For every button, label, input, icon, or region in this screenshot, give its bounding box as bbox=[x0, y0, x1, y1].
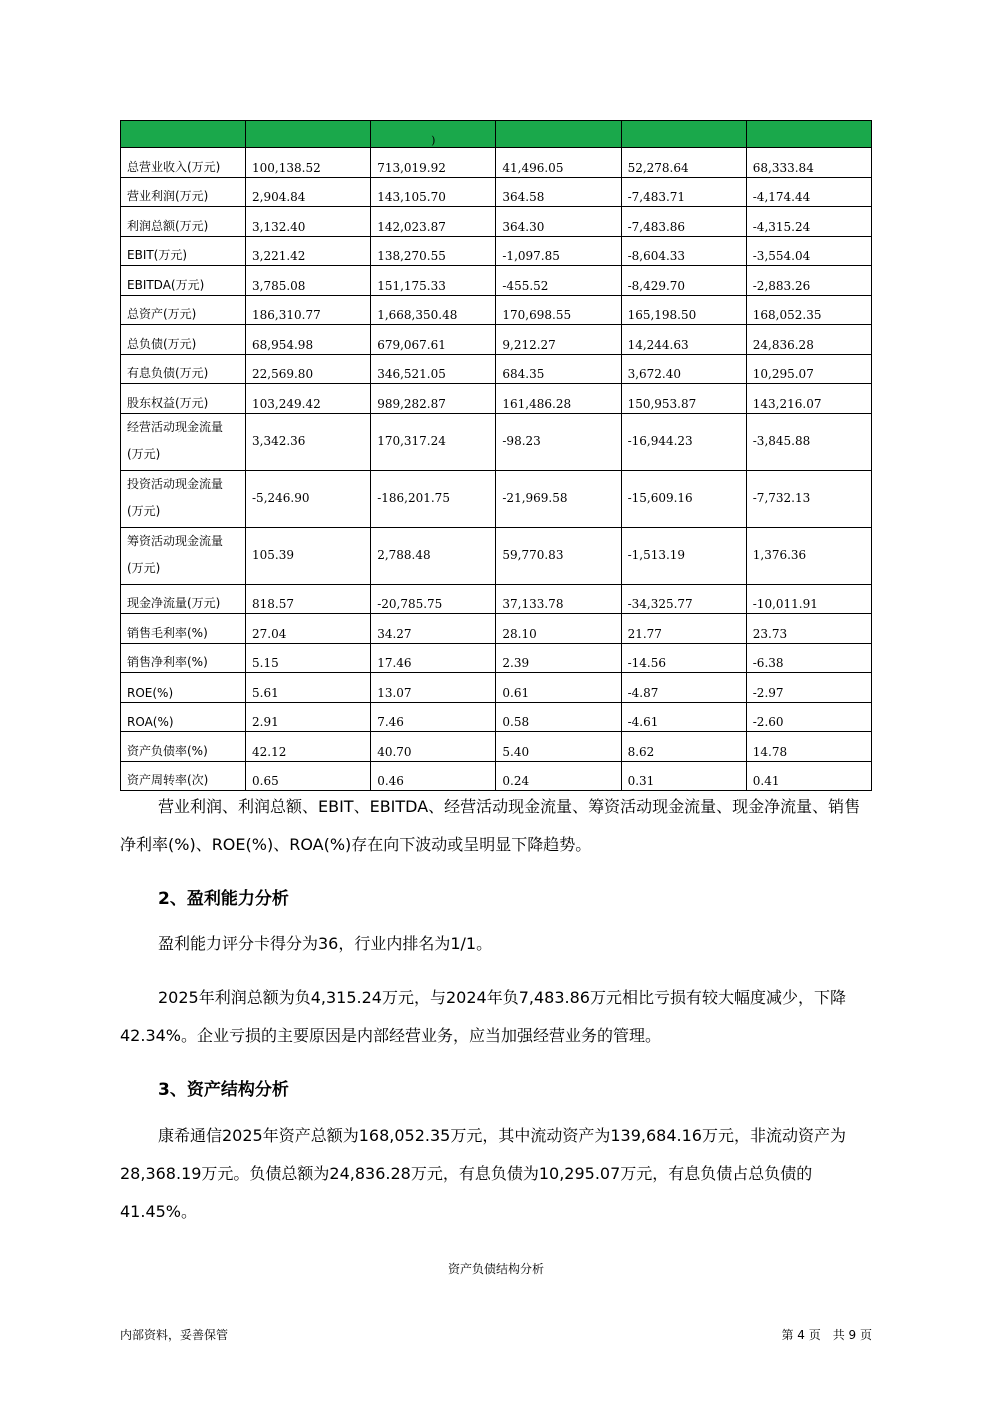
table-cell: 24,836.28 bbox=[746, 325, 871, 355]
table-row bbox=[121, 177, 872, 207]
table-cell: 105.39 bbox=[246, 527, 371, 584]
table-cell: 28.10 bbox=[496, 614, 621, 644]
table-cell: 684.35 bbox=[496, 354, 621, 384]
footer-page-number: 第 4 页 共 9 页 bbox=[781, 1328, 872, 1342]
table-row bbox=[121, 761, 872, 791]
table-cell: -4,315.24 bbox=[746, 207, 871, 237]
table-cell: 17.46 bbox=[371, 643, 496, 673]
table-cell: 818.57 bbox=[246, 584, 371, 614]
table-cell: 14.78 bbox=[746, 732, 871, 762]
table-header-row bbox=[121, 121, 872, 148]
table-cell: -8,604.33 bbox=[621, 236, 746, 266]
table-row bbox=[121, 148, 872, 178]
table-cell: 346,521.05 bbox=[371, 354, 496, 384]
table-row bbox=[121, 266, 872, 296]
row-label: 销售净利率(%) bbox=[121, 643, 246, 673]
table-cell: -7,483.71 bbox=[621, 177, 746, 207]
table-cell: 0.31 bbox=[621, 761, 746, 791]
table-cell: 679,067.61 bbox=[371, 325, 496, 355]
row-label: 有息负债(万元) bbox=[121, 354, 246, 384]
table-cell: -2,883.26 bbox=[746, 266, 871, 296]
table-row bbox=[121, 527, 872, 584]
table-cell: 0.61 bbox=[496, 673, 621, 703]
table-cell: 3,342.36 bbox=[246, 413, 371, 470]
table-cell: 23.73 bbox=[746, 614, 871, 644]
table-cell: -34,325.77 bbox=[621, 584, 746, 614]
table-cell: -7,483.86 bbox=[621, 207, 746, 237]
table-cell: 2.91 bbox=[246, 702, 371, 732]
table-cell: 2,904.84 bbox=[246, 177, 371, 207]
table-cell: 364.58 bbox=[496, 177, 621, 207]
table-cell: -14.56 bbox=[621, 643, 746, 673]
table-row bbox=[121, 584, 872, 614]
table-row bbox=[121, 207, 872, 237]
table-cell: 13.07 bbox=[371, 673, 496, 703]
table-cell: 0.46 bbox=[371, 761, 496, 791]
table-cell: 0.24 bbox=[496, 761, 621, 791]
table-row bbox=[121, 413, 872, 470]
table-cell: -16,944.23 bbox=[621, 413, 746, 470]
table-cell: -7,732.13 bbox=[746, 470, 871, 527]
table-cell: 142,023.87 bbox=[371, 207, 496, 237]
row-label: 总资产(万元) bbox=[121, 295, 246, 325]
table-cell: 170,698.55 bbox=[496, 295, 621, 325]
table-cell: 3,672.40 bbox=[621, 354, 746, 384]
table-cell: -186,201.75 bbox=[371, 470, 496, 527]
row-label: 现金净流量(万元) bbox=[121, 584, 246, 614]
table-cell: 713,019.92 bbox=[371, 148, 496, 178]
table-cell: 27.04 bbox=[246, 614, 371, 644]
table-cell: 170,317.24 bbox=[371, 413, 496, 470]
table-cell: -20,785.75 bbox=[371, 584, 496, 614]
header-cell: ) bbox=[371, 121, 496, 148]
financial-data-table bbox=[120, 120, 872, 791]
table-cell: -1,513.19 bbox=[621, 527, 746, 584]
table-cell: 40.70 bbox=[371, 732, 496, 762]
table-cell: -2.97 bbox=[746, 673, 871, 703]
row-label: 资产负债率(%) bbox=[121, 732, 246, 762]
table-row bbox=[121, 295, 872, 325]
table-cell: -455.52 bbox=[496, 266, 621, 296]
table-row bbox=[121, 643, 872, 673]
section-heading-profitability: 2、盈利能力分析 bbox=[158, 889, 289, 909]
table-row bbox=[121, 732, 872, 762]
table-row bbox=[121, 702, 872, 732]
table-cell: 103,249.42 bbox=[246, 384, 371, 414]
table-cell: 2.39 bbox=[496, 643, 621, 673]
row-label: EBITDA(万元) bbox=[121, 266, 246, 296]
table-cell: 2,788.48 bbox=[371, 527, 496, 584]
header-cell bbox=[121, 121, 246, 148]
chart-caption: 资产负债结构分析 bbox=[447, 1262, 544, 1276]
header-cell bbox=[621, 121, 746, 148]
row-label: EBIT(万元) bbox=[121, 236, 246, 266]
table-cell: -3,845.88 bbox=[746, 413, 871, 470]
table-cell: 3,221.42 bbox=[246, 236, 371, 266]
table-cell: 68,333.84 bbox=[746, 148, 871, 178]
table-cell: 138,270.55 bbox=[371, 236, 496, 266]
table-cell: 68,954.98 bbox=[246, 325, 371, 355]
table-cell: 8.62 bbox=[621, 732, 746, 762]
table-cell: -4.87 bbox=[621, 673, 746, 703]
row-label: 营业利润(万元) bbox=[121, 177, 246, 207]
row-label: ROA(%) bbox=[121, 702, 246, 732]
table-cell: -3,554.04 bbox=[746, 236, 871, 266]
table-cell: 989,282.87 bbox=[371, 384, 496, 414]
table-cell: -21,969.58 bbox=[496, 470, 621, 527]
row-label: 投资活动现金流量(万元) bbox=[121, 470, 246, 527]
table-cell: 364.30 bbox=[496, 207, 621, 237]
table-cell: -8,429.70 bbox=[621, 266, 746, 296]
table-row bbox=[121, 325, 872, 355]
table-cell: -2.60 bbox=[746, 702, 871, 732]
table-cell: 143,216.07 bbox=[746, 384, 871, 414]
table-cell: 3,132.40 bbox=[246, 207, 371, 237]
table-cell: 0.41 bbox=[746, 761, 871, 791]
row-label: 经营活动现金流量(万元) bbox=[121, 413, 246, 470]
row-label: 总负债(万元) bbox=[121, 325, 246, 355]
table-cell: 37,133.78 bbox=[496, 584, 621, 614]
table-cell: 9,212.27 bbox=[496, 325, 621, 355]
table-cell: -4,174.44 bbox=[746, 177, 871, 207]
footer-confidential: 内部资料，妥善保管 bbox=[120, 1328, 229, 1342]
table-cell: 0.65 bbox=[246, 761, 371, 791]
table-cell: 34.27 bbox=[371, 614, 496, 644]
paragraph-score: 盈利能力评分卡得分为36，行业内排名为1/1。 bbox=[158, 934, 493, 953]
table-cell: 143,105.70 bbox=[371, 177, 496, 207]
paragraph-profit: 2025年利润总额为负4,315.24万元，与2024年负7,483.86万元相比亏损有较大幅度减少，下降42.34%。企业亏损的主要原因是内部经营业务，应当加强经营业务的管理。 bbox=[120, 988, 846, 1045]
paragraph-trend: 营业利润、利润总额、EBIT、EBITDA、经营活动现金流量、筹资活动现金流量、现金净流量、销售净利率(%)、ROE(%)、ROA(%)存在向下波动或呈明显下降趋势。 bbox=[120, 797, 861, 854]
row-label: 利润总额(万元) bbox=[121, 207, 246, 237]
table-cell: 161,486.28 bbox=[496, 384, 621, 414]
table-row bbox=[121, 384, 872, 414]
table-cell: 59,770.83 bbox=[496, 527, 621, 584]
row-label: 销售毛利率(%) bbox=[121, 614, 246, 644]
row-label: 股东权益(万元) bbox=[121, 384, 246, 414]
table-cell: 100,138.52 bbox=[246, 148, 371, 178]
table-cell: 41,496.05 bbox=[496, 148, 621, 178]
header-cell bbox=[746, 121, 871, 148]
table-cell: -4.61 bbox=[621, 702, 746, 732]
row-label: 资产周转率(次) bbox=[121, 761, 246, 791]
table-cell: 5.61 bbox=[246, 673, 371, 703]
table-cell: -6.38 bbox=[746, 643, 871, 673]
table-cell: 10,295.07 bbox=[746, 354, 871, 384]
table-cell: 0.58 bbox=[496, 702, 621, 732]
table-cell: 165,198.50 bbox=[621, 295, 746, 325]
table-cell: 42.12 bbox=[246, 732, 371, 762]
row-label: 总营业收入(万元) bbox=[121, 148, 246, 178]
row-label: 筹资活动现金流量(万元) bbox=[121, 527, 246, 584]
table-cell: 1,376.36 bbox=[746, 527, 871, 584]
table-cell: -98.23 bbox=[496, 413, 621, 470]
table-cell: 21.77 bbox=[621, 614, 746, 644]
table-cell: 22,569.80 bbox=[246, 354, 371, 384]
table-cell: 14,244.63 bbox=[621, 325, 746, 355]
table-row bbox=[121, 354, 872, 384]
table-cell: 186,310.77 bbox=[246, 295, 371, 325]
table-cell: 5.15 bbox=[246, 643, 371, 673]
table-cell: -5,246.90 bbox=[246, 470, 371, 527]
table-row bbox=[121, 614, 872, 644]
table-cell: -10,011.91 bbox=[746, 584, 871, 614]
table-cell: -1,097.85 bbox=[496, 236, 621, 266]
header-cell bbox=[246, 121, 371, 148]
paragraph-assets: 康希通信2025年资产总额为168,052.35万元，其中流动资产为139,684.16万元，非流动资产为28,368.19万元。负债总额为24,836.28万元，有息负债为10,295.07万元，有息负债占总负债的41.45%。 bbox=[120, 1126, 846, 1221]
row-label: ROE(%) bbox=[121, 673, 246, 703]
table-cell: 7.46 bbox=[371, 702, 496, 732]
table-cell: 5.40 bbox=[496, 732, 621, 762]
table-row bbox=[121, 236, 872, 266]
section-heading-asset-structure: 3、资产结构分析 bbox=[158, 1080, 289, 1100]
table-row bbox=[121, 673, 872, 703]
table-row bbox=[121, 470, 872, 527]
table-cell: 52,278.64 bbox=[621, 148, 746, 178]
table-cell: 151,175.33 bbox=[371, 266, 496, 296]
table-cell: 150,953.87 bbox=[621, 384, 746, 414]
header-cell bbox=[496, 121, 621, 148]
table-cell: 3,785.08 bbox=[246, 266, 371, 296]
table-cell: -15,609.16 bbox=[621, 470, 746, 527]
table-cell: 1,668,350.48 bbox=[371, 295, 496, 325]
table-cell: 168,052.35 bbox=[746, 295, 871, 325]
